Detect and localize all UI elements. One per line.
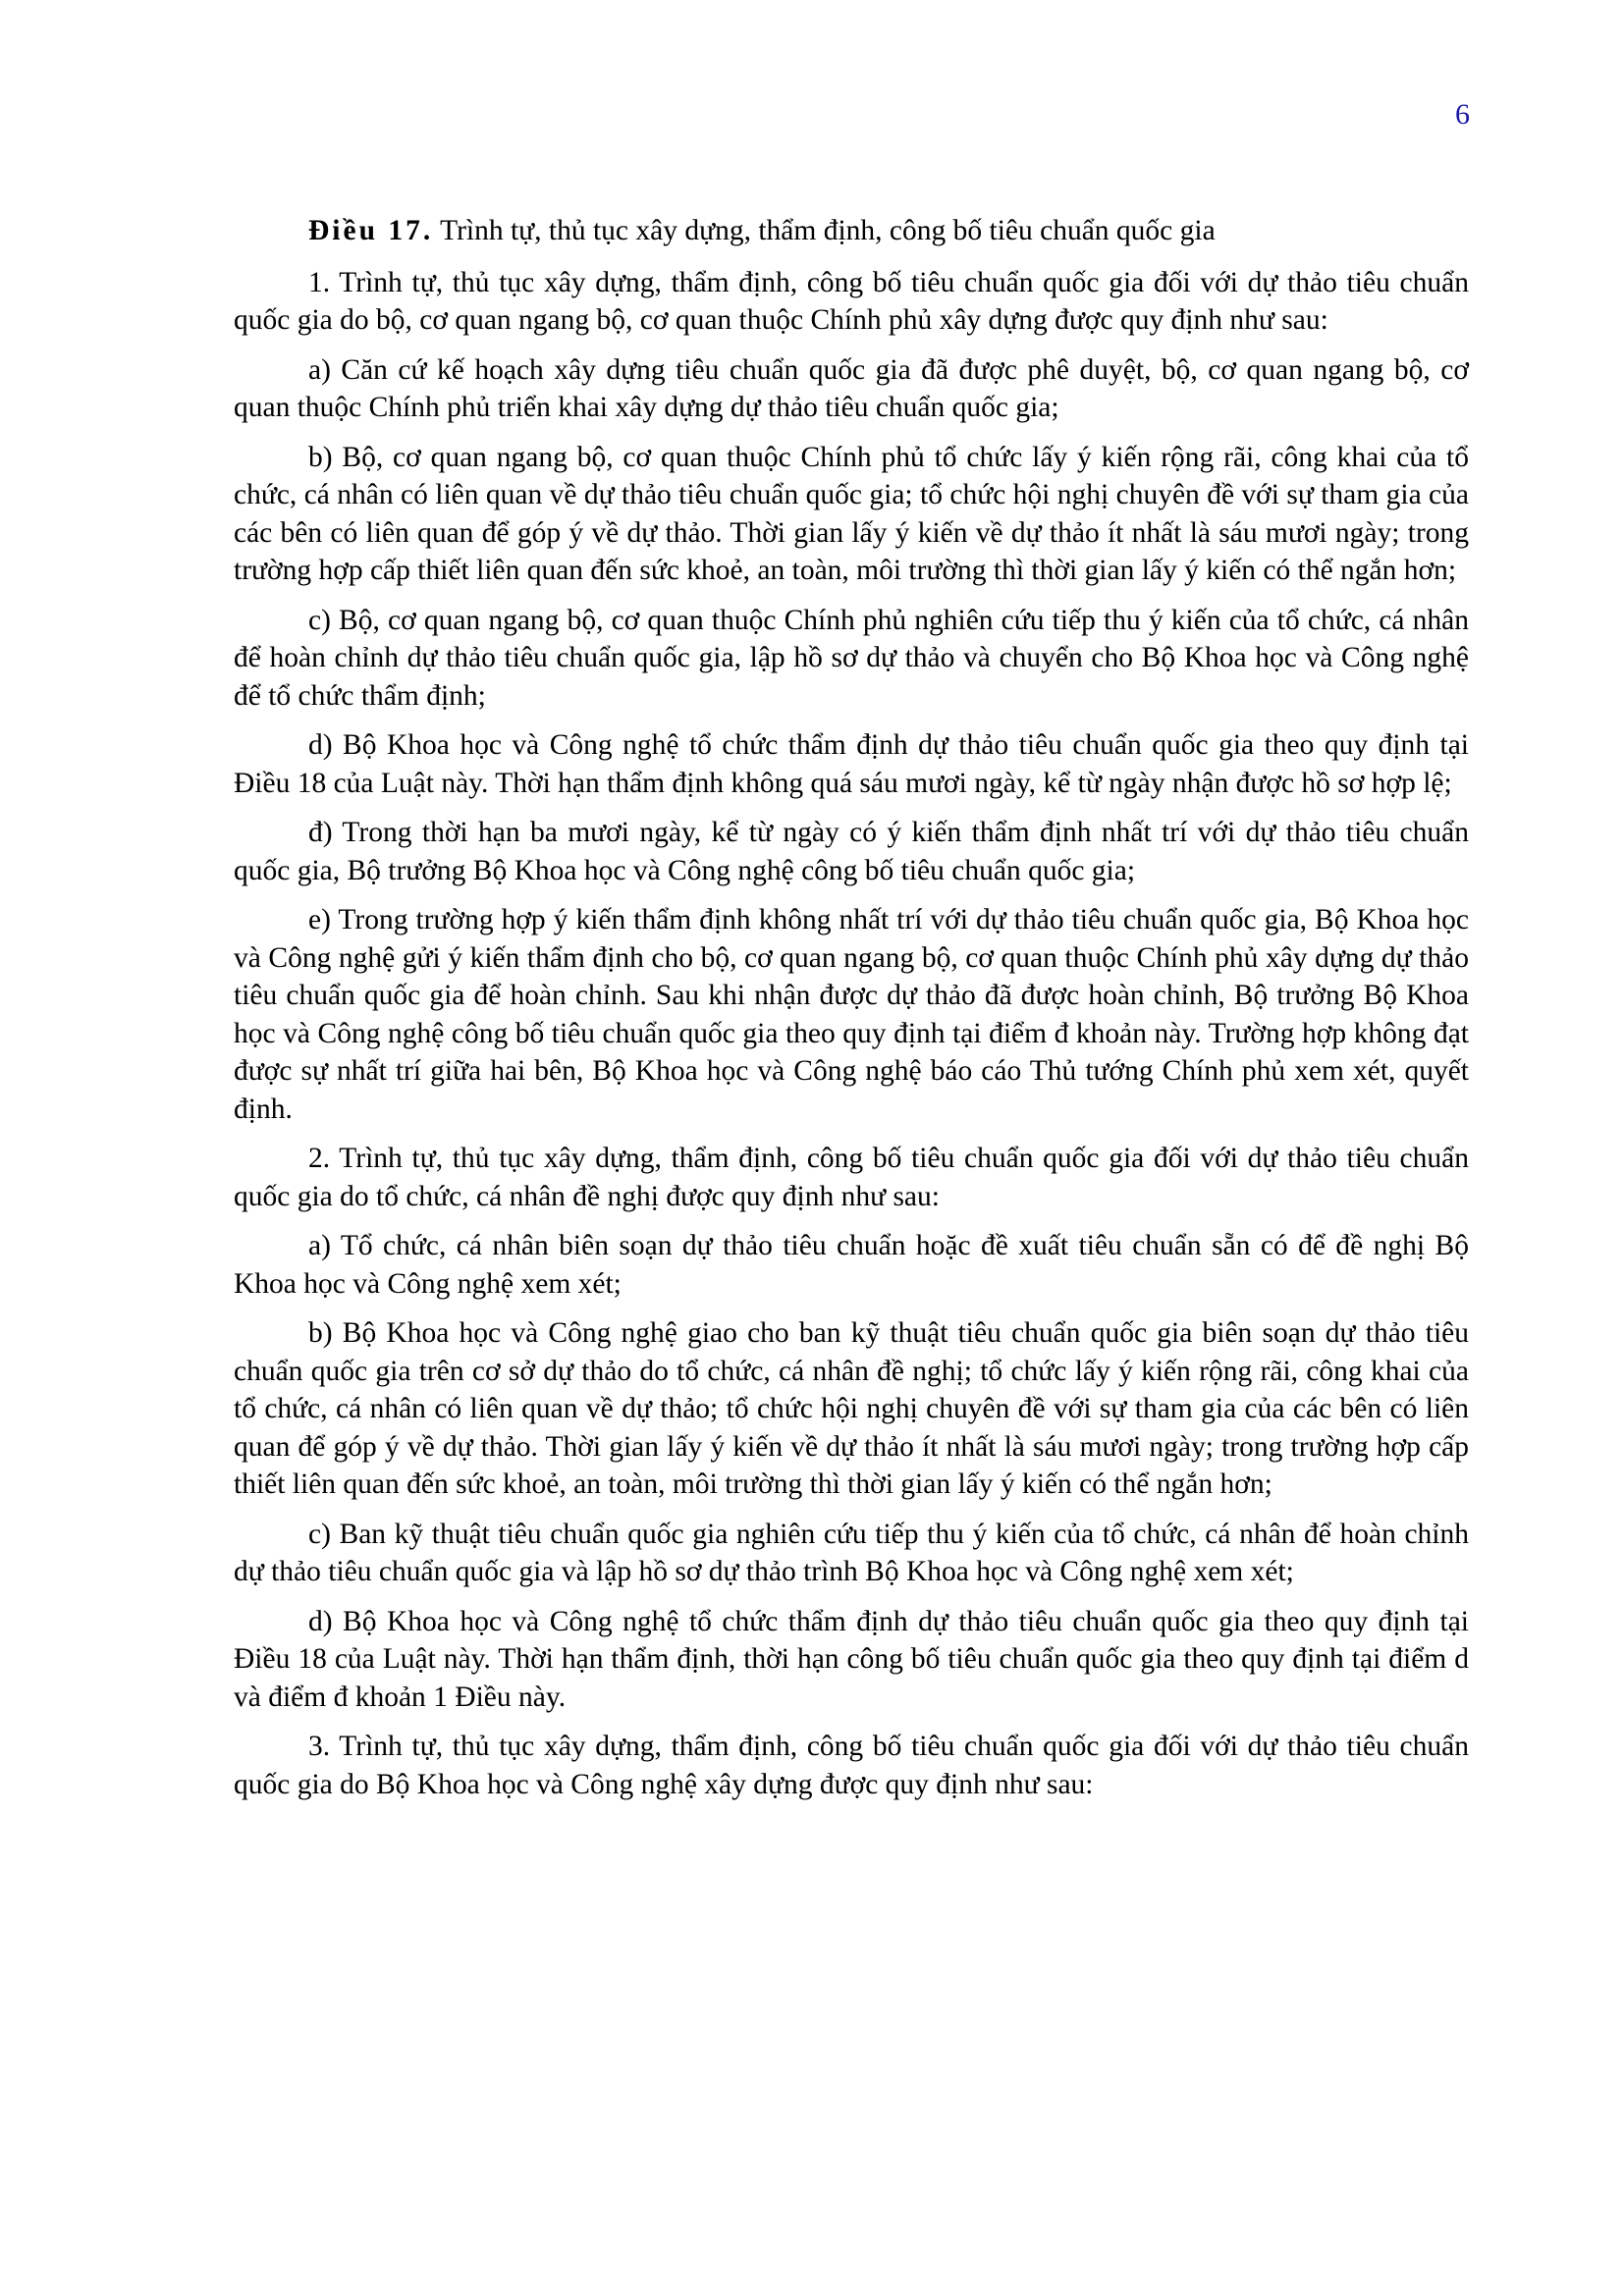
article-title: Trình tự, thủ tục xây dựng, thẩm định, công bố tiêu chuẩn quốc gia (433, 215, 1216, 246)
paragraph-clause-1e: e) Trong trường hợp ý kiến thẩm định không nhất trí với dự thảo tiêu chuẩn quốc gia, Bộ Khoa học và Công nghệ gửi ý kiến thẩm định cho bộ, cơ quan ngang bộ, cơ quan thuộc Chính phủ xây dựng dự thảo tiêu chuẩn quốc gia để hoàn chỉnh. Sau khi nhận được dự thảo đã được hoàn chỉnh, Bộ trưởng Bộ Khoa học và Công nghệ công bố tiêu chuẩn quốc gia theo quy định tại điểm đ khoản này. Trường hợp không đạt được sự nhất trí giữa hai bên, Bộ Khoa học và Công nghệ báo cáo Thủ tướng Chính phủ xem xét, quyết định. (234, 904, 1469, 1125)
paragraph-clause-2a: a) Tổ chức, cá nhân biên soạn dự thảo tiêu chuẩn hoặc đề xuất tiêu chuẩn sẵn có để đề nghị Bộ Khoa học và Công nghệ xem xét; (234, 1230, 1469, 1300)
paragraph-clause-2b: b) Bộ Khoa học và Công nghệ giao cho ban kỹ thuật tiêu chuẩn quốc gia biên soạn dự thảo tiêu chuẩn quốc gia trên cơ sở dự thảo do tổ chức, cá nhân đề nghị; tổ chức lấy ý kiến rộng rãi, công khai của tổ chức, cá nhân có liên quan về dự thảo; tổ chức hội nghị chuyên đề với sự tham gia của các bên có liên quan để góp ý về dự thảo. Thời gian lấy ý kiến về dự thảo ít nhất là sáu mươi ngày; trong trường hợp cấp thiết liên quan đến sức khoẻ, an toàn, môi trường thì thời gian lấy ý kiến có thể ngắn hơn; (234, 1317, 1469, 1500)
paragraph-clause-1c: c) Bộ, cơ quan ngang bộ, cơ quan thuộc Chính phủ nghiên cứu tiếp thu ý kiến của tổ chức, cá nhân để hoàn chỉnh dự thảo tiêu chuẩn quốc gia, lập hồ sơ dự thảo và chuyển cho Bộ Khoa học và Công nghệ để tổ chức thẩm định; (234, 604, 1469, 712)
paragraph-clause-3: 3. Trình tự, thủ tục xây dựng, thẩm định, công bố tiêu chuẩn quốc gia đối với dự thảo tiêu chuẩn quốc gia do Bộ Khoa học và Công nghệ xây dựng được quy định như sau: (234, 1731, 1469, 1800)
article-heading (234, 212, 1469, 250)
article-label: Điều 17. (308, 215, 434, 246)
paragraph-clause-1b: b) Bộ, cơ quan ngang bộ, cơ quan thuộc Chính phủ tổ chức lấy ý kiến rộng rãi, công khai của tổ chức, cá nhân có liên quan về dự thảo tiêu chuẩn quốc gia; tổ chức hội nghị chuyên đề với sự tham gia của các bên có liên quan để góp ý về dự thảo. Thời gian lấy ý kiến về dự thảo ít nhất là sáu mươi ngày; trong trường hợp cấp thiết liên quan đến sức khoẻ, an toàn, môi trường thì thời gian lấy ý kiến có thể ngắn hơn; (234, 441, 1469, 586)
paragraph-clause-2d: d) Bộ Khoa học và Công nghệ tổ chức thẩm định dự thảo tiêu chuẩn quốc gia theo quy định tại Điều 18 của Luật này. Thời hạn thẩm định, thời hạn công bố tiêu chuẩn quốc gia theo quy định tại điểm d và điểm đ khoản 1 Điều này. (234, 1605, 1469, 1713)
page-number: 6 (1455, 98, 1470, 131)
paragraph-clause-2: 2. Trình tự, thủ tục xây dựng, thẩm định, công bố tiêu chuẩn quốc gia đối với dự thảo tiêu chuẩn quốc gia do tổ chức, cá nhân đề nghị được quy định như sau: (234, 1143, 1469, 1212)
paragraph-clause-1dd: đ) Trong thời hạn ba mươi ngày, kể từ ngày có ý kiến thẩm định nhất trí với dự thảo tiêu chuẩn quốc gia, Bộ trưởng Bộ Khoa học và Công nghệ công bố tiêu chuẩn quốc gia; (234, 817, 1469, 886)
document-body (234, 212, 1469, 1815)
paragraph-clause-2c: c) Ban kỹ thuật tiêu chuẩn quốc gia nghiên cứu tiếp thu ý kiến của tổ chức, cá nhân để hoàn chỉnh dự thảo tiêu chuẩn quốc gia và lập hồ sơ dự thảo trình Bộ Khoa học và Công nghệ xem xét; (234, 1518, 1469, 1587)
paragraph-clause-1: 1. Trình tự, thủ tục xây dựng, thẩm định, công bố tiêu chuẩn quốc gia đối với dự thảo tiêu chuẩn quốc gia do bộ, cơ quan ngang bộ, cơ quan thuộc Chính phủ xây dựng được quy định như sau: (234, 266, 1469, 336)
paragraph-clause-1d: d) Bộ Khoa học và Công nghệ tổ chức thẩm định dự thảo tiêu chuẩn quốc gia theo quy định tại Điều 18 của Luật này. Thời hạn thẩm định không quá sáu mươi ngày, kể từ ngày nhận được hồ sơ hợp lệ; (234, 729, 1469, 799)
paragraph-clause-1a: a) Căn cứ kế hoạch xây dựng tiêu chuẩn quốc gia đã được phê duyệt, bộ, cơ quan ngang bộ, cơ quan thuộc Chính phủ triển khai xây dựng dự thảo tiêu chuẩn quốc gia; (234, 353, 1469, 423)
